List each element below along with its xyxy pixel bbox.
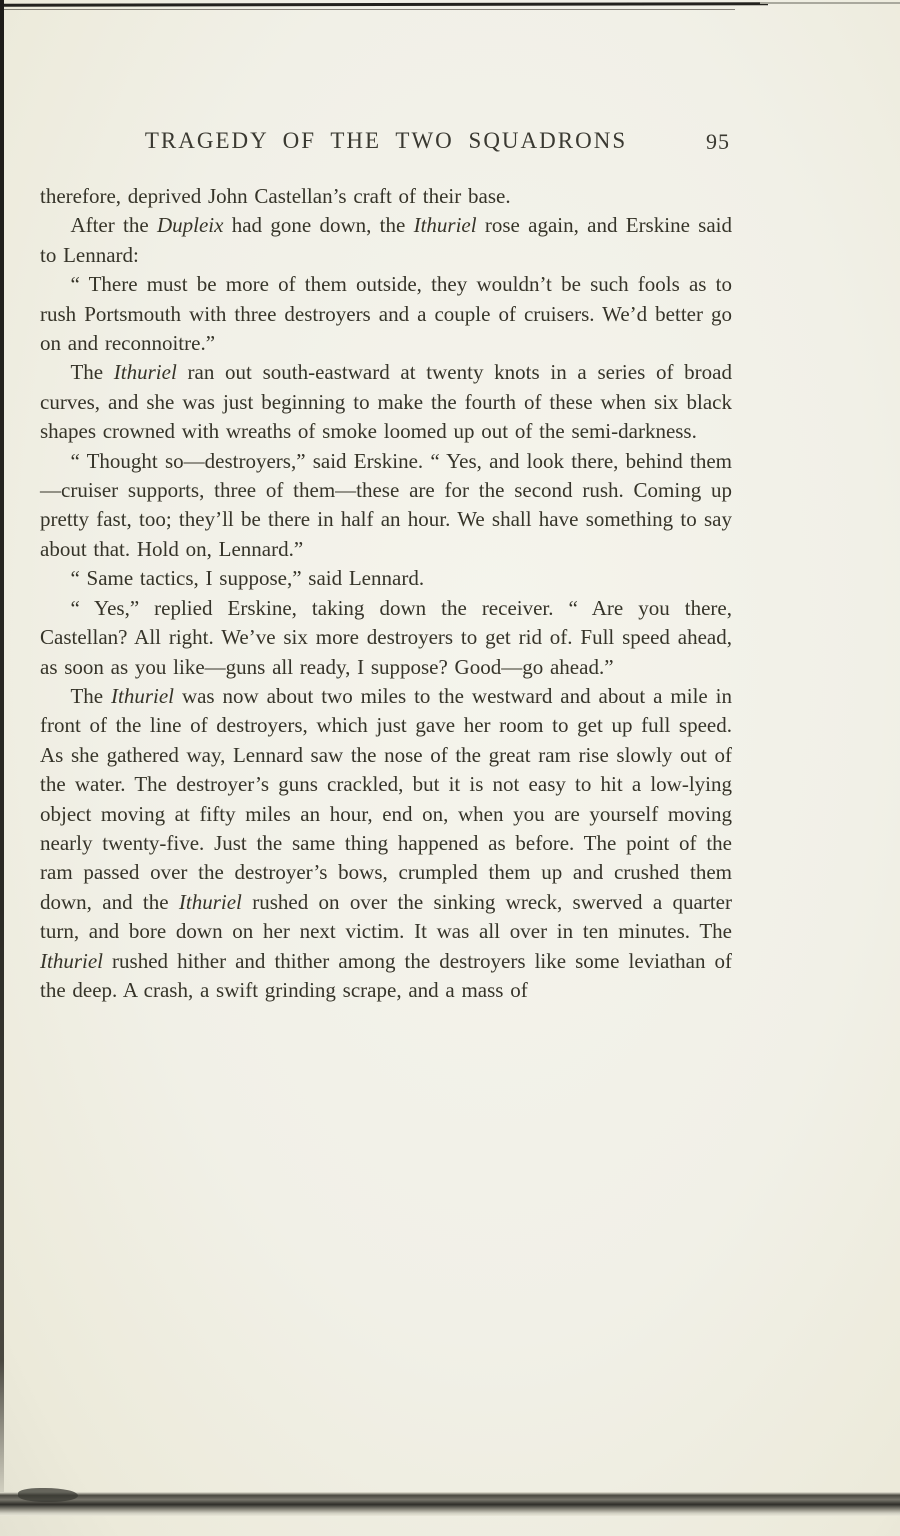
text-segment: rushed on over the sinking wreck, swerved a quarter turn, and bore down on her next victim. It was all over in ten minutes. The [40, 889, 732, 944]
text-segment: “ Thought so—destroyers,” said Erskine. “ Yes, and look there, behind them—cruiser supports, three of them—these are for the second rush. Coming up pretty fast, too; they’ll be there in half an hour. We shall have something to say about that. Hold on, Lennard.” [40, 448, 732, 561]
text-segment: “ There must be more of them outside, they wouldn’t be such fools as to rush Portsmouth with three destroyers and a couple of cruisers. We’d better go on and reconnoitre.” [40, 272, 732, 356]
text-segment: rose again, and Erskine said to Lennard: [40, 213, 732, 267]
scan-edge-bottom [0, 1492, 900, 1516]
text-segment: had gone down, the [223, 213, 414, 238]
scan-blot-bottom-left [18, 1488, 78, 1502]
running-head [40, 128, 732, 160]
scan-edge-top-line [0, 2, 768, 7]
text-segment: “ Same tactics, I suppose,” said Lennard. [70, 566, 425, 591]
text-segment: The [70, 360, 114, 385]
text-segment: was now about two miles to the westward and about a mile in front of the line of destroyers, which just gave her room to get up full speed. As she gathered way, Lennard saw the nose of the great ram rise slowly out of the water. The destroyer’s guns crackled, but it is not easy to hit a low-lying object moving at fifty miles an hour, end on, when you are yourself moving nearly twenty-five. Just the same thing happened as before. The point of the ram passed over the destroyer’s bows, crumpled them up and crushed them down, and the [40, 683, 732, 914]
ship-name-italic: Dupleix [156, 213, 224, 238]
ship-name-italic: Ithuriel [413, 213, 477, 238]
paragraph [40, 270, 732, 358]
paragraph [40, 682, 732, 1005]
text-block [40, 182, 732, 1005]
paragraph [40, 564, 732, 593]
paragraph [40, 211, 732, 270]
paragraph [40, 594, 732, 682]
ship-name-italic: Ithuriel [111, 683, 175, 708]
text-segment: “ Yes,” replied Erskine, taking down the receiver. “ Are you there, Castellan? All right. We’ve six more destroyers to get rid of. Full speed ahead, as soon as you like—guns all ready, I suppose? Good—go ahead.” [40, 595, 732, 679]
text-segment: The [70, 683, 112, 708]
text-segment: After the [70, 213, 157, 238]
ship-name-italic: Ithuriel [113, 360, 177, 385]
paragraph [40, 182, 732, 211]
chapter-title: TRAGEDY OF THE TWO SQUADRONS [144, 128, 628, 153]
ship-name-italic: Ithuriel [40, 948, 103, 973]
paragraph [40, 447, 732, 565]
scan-edge-top-right [760, 2, 900, 4]
text-segment: rushed hither and thither among the destroyers like some leviathan of the deep. A crash, a swift grinding scrape, and a mass of [40, 948, 732, 1002]
ship-name-italic: Ithuriel [178, 889, 242, 914]
text-segment: therefore, deprived John Castellan’s craft of their base. [40, 184, 511, 208]
scan-edge-left [0, 0, 4, 1512]
page-number: 95 [706, 129, 730, 154]
paragraph [40, 358, 732, 446]
scan-edge-top-line-faint [0, 9, 735, 10]
text-segment: ran out south-eastward at twenty knots in a series of broad curves, and she was just beginning to make the fourth of these when six black shapes crowned with wreaths of smoke loomed up out of the semi-darkness. [40, 360, 732, 444]
